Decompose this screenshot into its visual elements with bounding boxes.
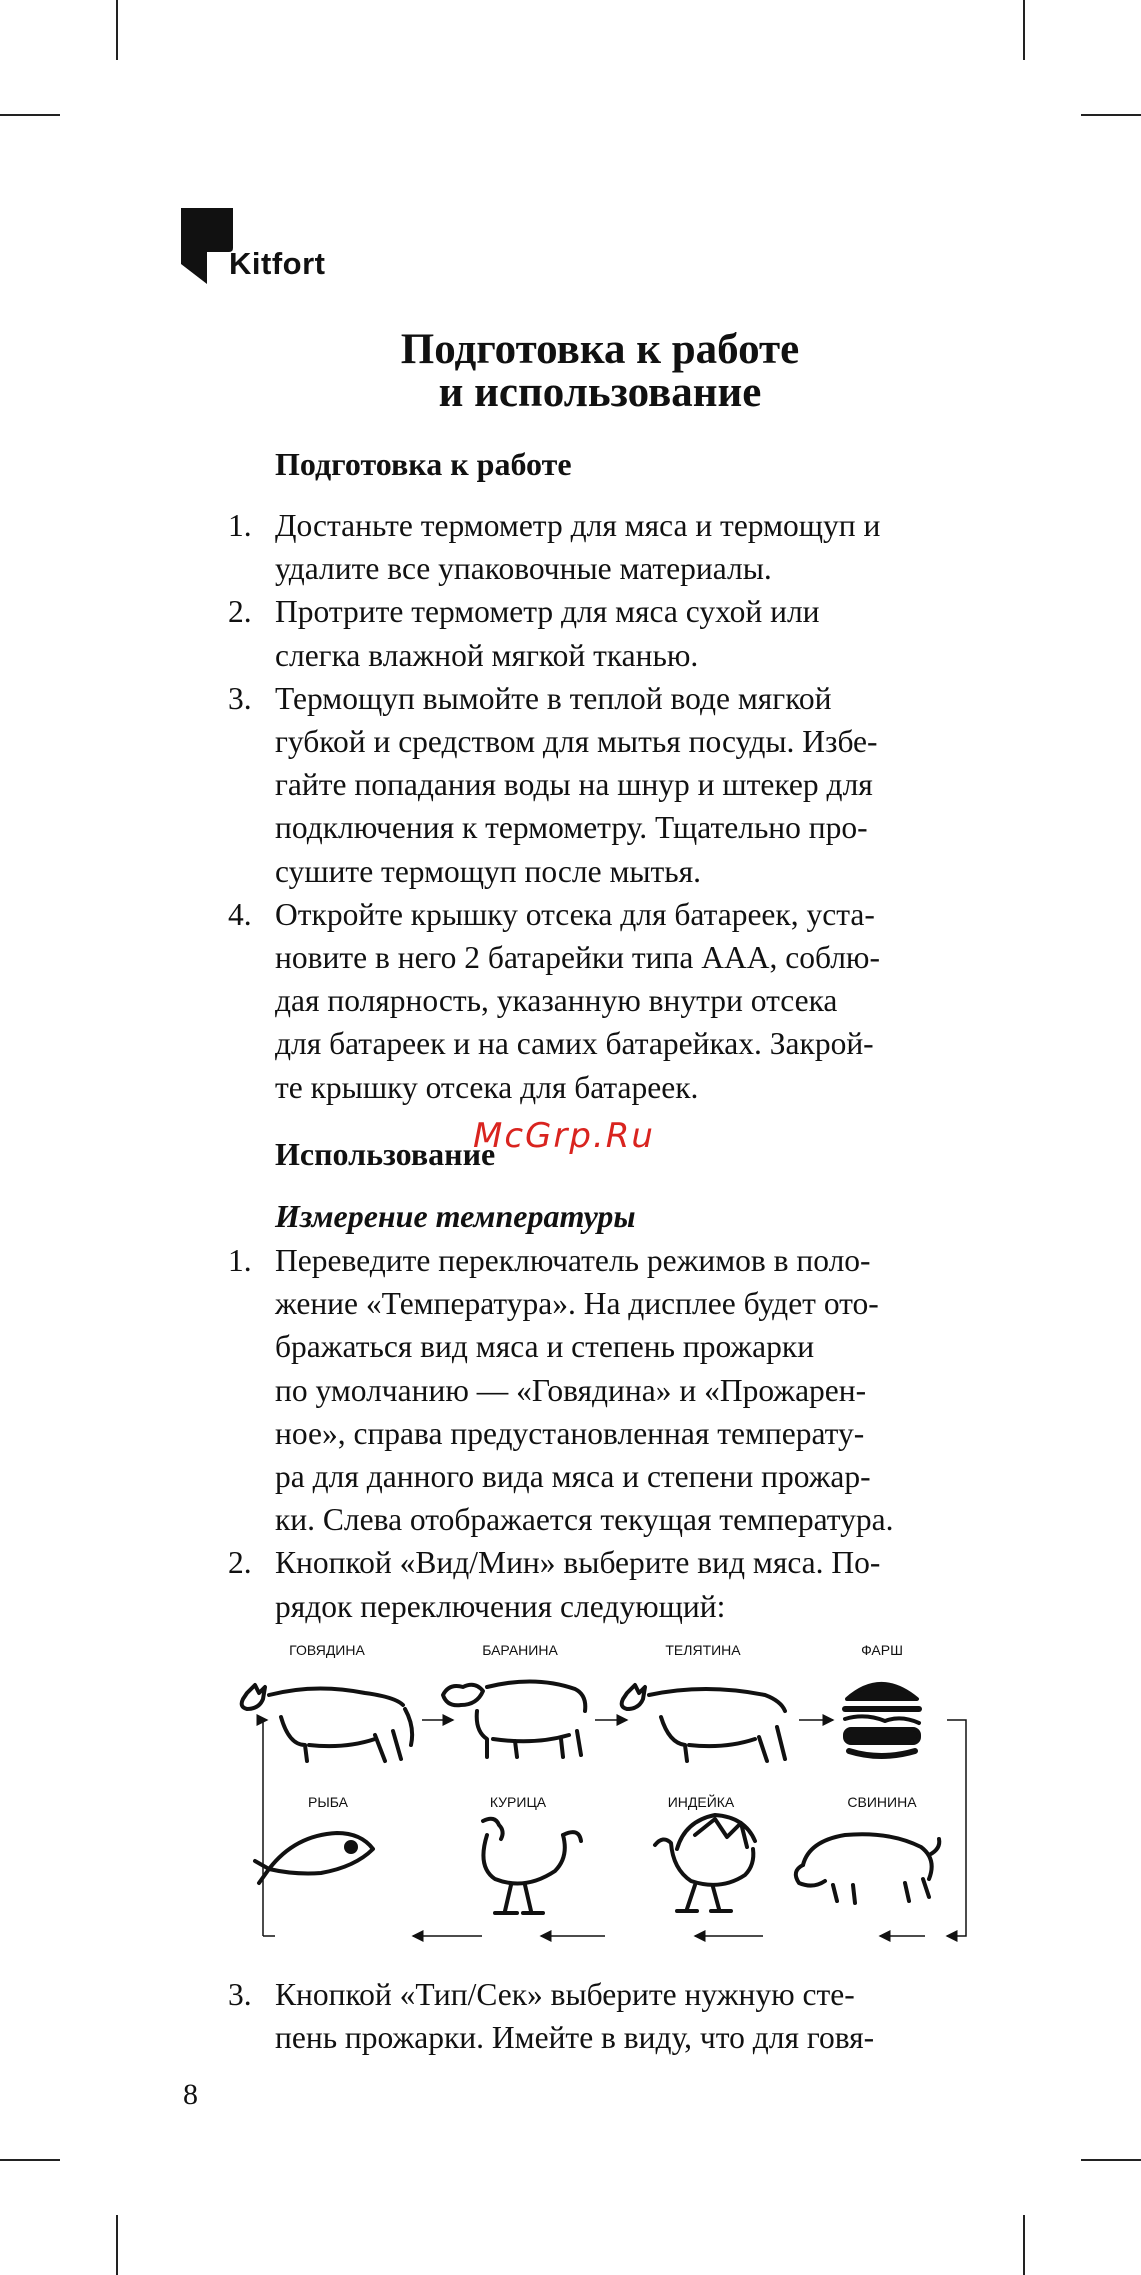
list-item (228, 1541, 968, 1627)
preparation-list (228, 504, 968, 1109)
mince-burger-icon (845, 1684, 919, 1756)
chicken-icon (483, 1819, 581, 1913)
list-item-text: Кнопкой «Вид/Мин» выберите вид мяса. По- (275, 1545, 881, 1581)
brand-name: Kitfort (229, 246, 326, 281)
list-item-text: слегка влажной мягкой тканью. (275, 637, 699, 673)
list-item-text: новите в него 2 батарейки типа AAA, соблю- (275, 940, 880, 976)
subheading-temperature: Измерение температуры (275, 1198, 636, 1234)
list-item-number: 3. (228, 680, 252, 716)
pig-icon (796, 1834, 939, 1903)
list-item-text: по умолчанию — «Говядина» и «Прожарен- (275, 1372, 867, 1408)
list-item-text: ра для данного вида мяса и степени прожар- (275, 1459, 871, 1495)
crop-mark (1023, 2215, 1025, 2275)
list-item-number: 1. (228, 1243, 252, 1278)
label-fish: РЫБА (308, 1794, 348, 1810)
list-item-number: 2. (228, 1545, 252, 1581)
list-item-text: Достаньте термометр для мяса и термощуп и (275, 508, 881, 543)
section-heading-preparation: Подготовка к работе (275, 446, 572, 482)
list-item-text: Откройте крышку отсека для батареек, уста- (275, 896, 875, 932)
label-mince: ФАРШ (861, 1642, 903, 1658)
crop-mark (0, 114, 60, 116)
section-heading-usage: Использование (275, 1136, 496, 1172)
list-item-text: Термощуп вымойте в теплой воде мягкой (275, 680, 832, 716)
crop-mark (1081, 2159, 1141, 2161)
list-item-number: 1. (228, 508, 252, 543)
usage-list (228, 1239, 968, 1628)
list-item-text: Протрите термометр для мяса сухой или (275, 594, 820, 630)
list-item-text: губкой и средством для мытья посуды. Избе- (275, 724, 878, 760)
crop-mark (1023, 0, 1025, 60)
veal-icon (622, 1685, 785, 1761)
lamb-icon (443, 1681, 585, 1757)
list-item (228, 893, 968, 1109)
meat-type-diagram (225, 1635, 975, 1955)
list-item-text: гайте попадания воды на шнур и штекер для (275, 767, 873, 803)
usage-list-continued (228, 1973, 968, 2059)
list-item-text: для батареек и на самих батарейках. Закрой- (275, 1026, 874, 1062)
list-item (228, 1239, 968, 1541)
list-item-text: пень прожарки. Имейте в виду, что для говя- (275, 2020, 875, 2056)
label-turkey: ИНДЕЙКА (667, 1794, 735, 1810)
list-item-text: подключения к термометру. Тщательно про- (275, 810, 868, 846)
label-lamb: БАРАНИНА (482, 1642, 558, 1658)
list-item-number: 4. (228, 896, 252, 932)
list-item (228, 677, 968, 893)
page-title (260, 328, 940, 414)
crop-mark (0, 2159, 60, 2161)
crop-mark (116, 2215, 118, 2275)
list-item-text: ное», справа предустановленная температу- (275, 1415, 865, 1451)
label-chicken: КУРИЦА (489, 1794, 547, 1810)
title-line-2: и использование (438, 369, 762, 416)
list-item-number: 3. (228, 1977, 252, 2012)
watermark: McGrp.Ru (473, 1116, 655, 1156)
list-item-text: жение «Температура». На дисплее будет ото- (275, 1286, 879, 1322)
list-item-number: 2. (228, 594, 252, 630)
list-item-text: ки. Слева отображается текущая температура. (275, 1502, 894, 1538)
fish-icon (255, 1833, 373, 1883)
label-veal: ТЕЛЯТИНА (665, 1642, 741, 1658)
title-line-1: Подготовка к работе (400, 326, 800, 373)
kitfort-logo-icon (181, 208, 235, 284)
cycle-frame-right (947, 1720, 966, 1936)
page-number: 8 (183, 2078, 198, 2111)
list-item (228, 1973, 968, 2059)
list-item (228, 590, 968, 676)
crop-mark (1081, 114, 1141, 116)
cycle-frame-left (263, 1720, 267, 1936)
crop-mark (116, 0, 118, 60)
list-item-text: сушите термощуп после мытья. (275, 853, 702, 889)
label-beef: ГОВЯДИНА (289, 1642, 365, 1658)
list-item-text: дая полярность, указанную внутри отсека (275, 983, 838, 1019)
list-item-text: Кнопкой «Тип/Сек» выберите нужную сте- (275, 1977, 855, 2012)
turkey-icon (655, 1815, 755, 1911)
list-item-text: те крышку отсека для батареек. (275, 1069, 699, 1105)
list-item-text: удалите все упаковочные материалы. (275, 551, 772, 587)
label-pork: СВИНИНА (847, 1794, 917, 1810)
list-item-text: Переведите переключатель режимов в поло- (275, 1243, 871, 1278)
cow-icon (242, 1685, 412, 1761)
list-item-text: бражаться вид мяса и степень прожарки (275, 1329, 815, 1365)
list-item (228, 504, 968, 590)
list-item-text: рядок переключения следующий: (275, 1588, 726, 1624)
